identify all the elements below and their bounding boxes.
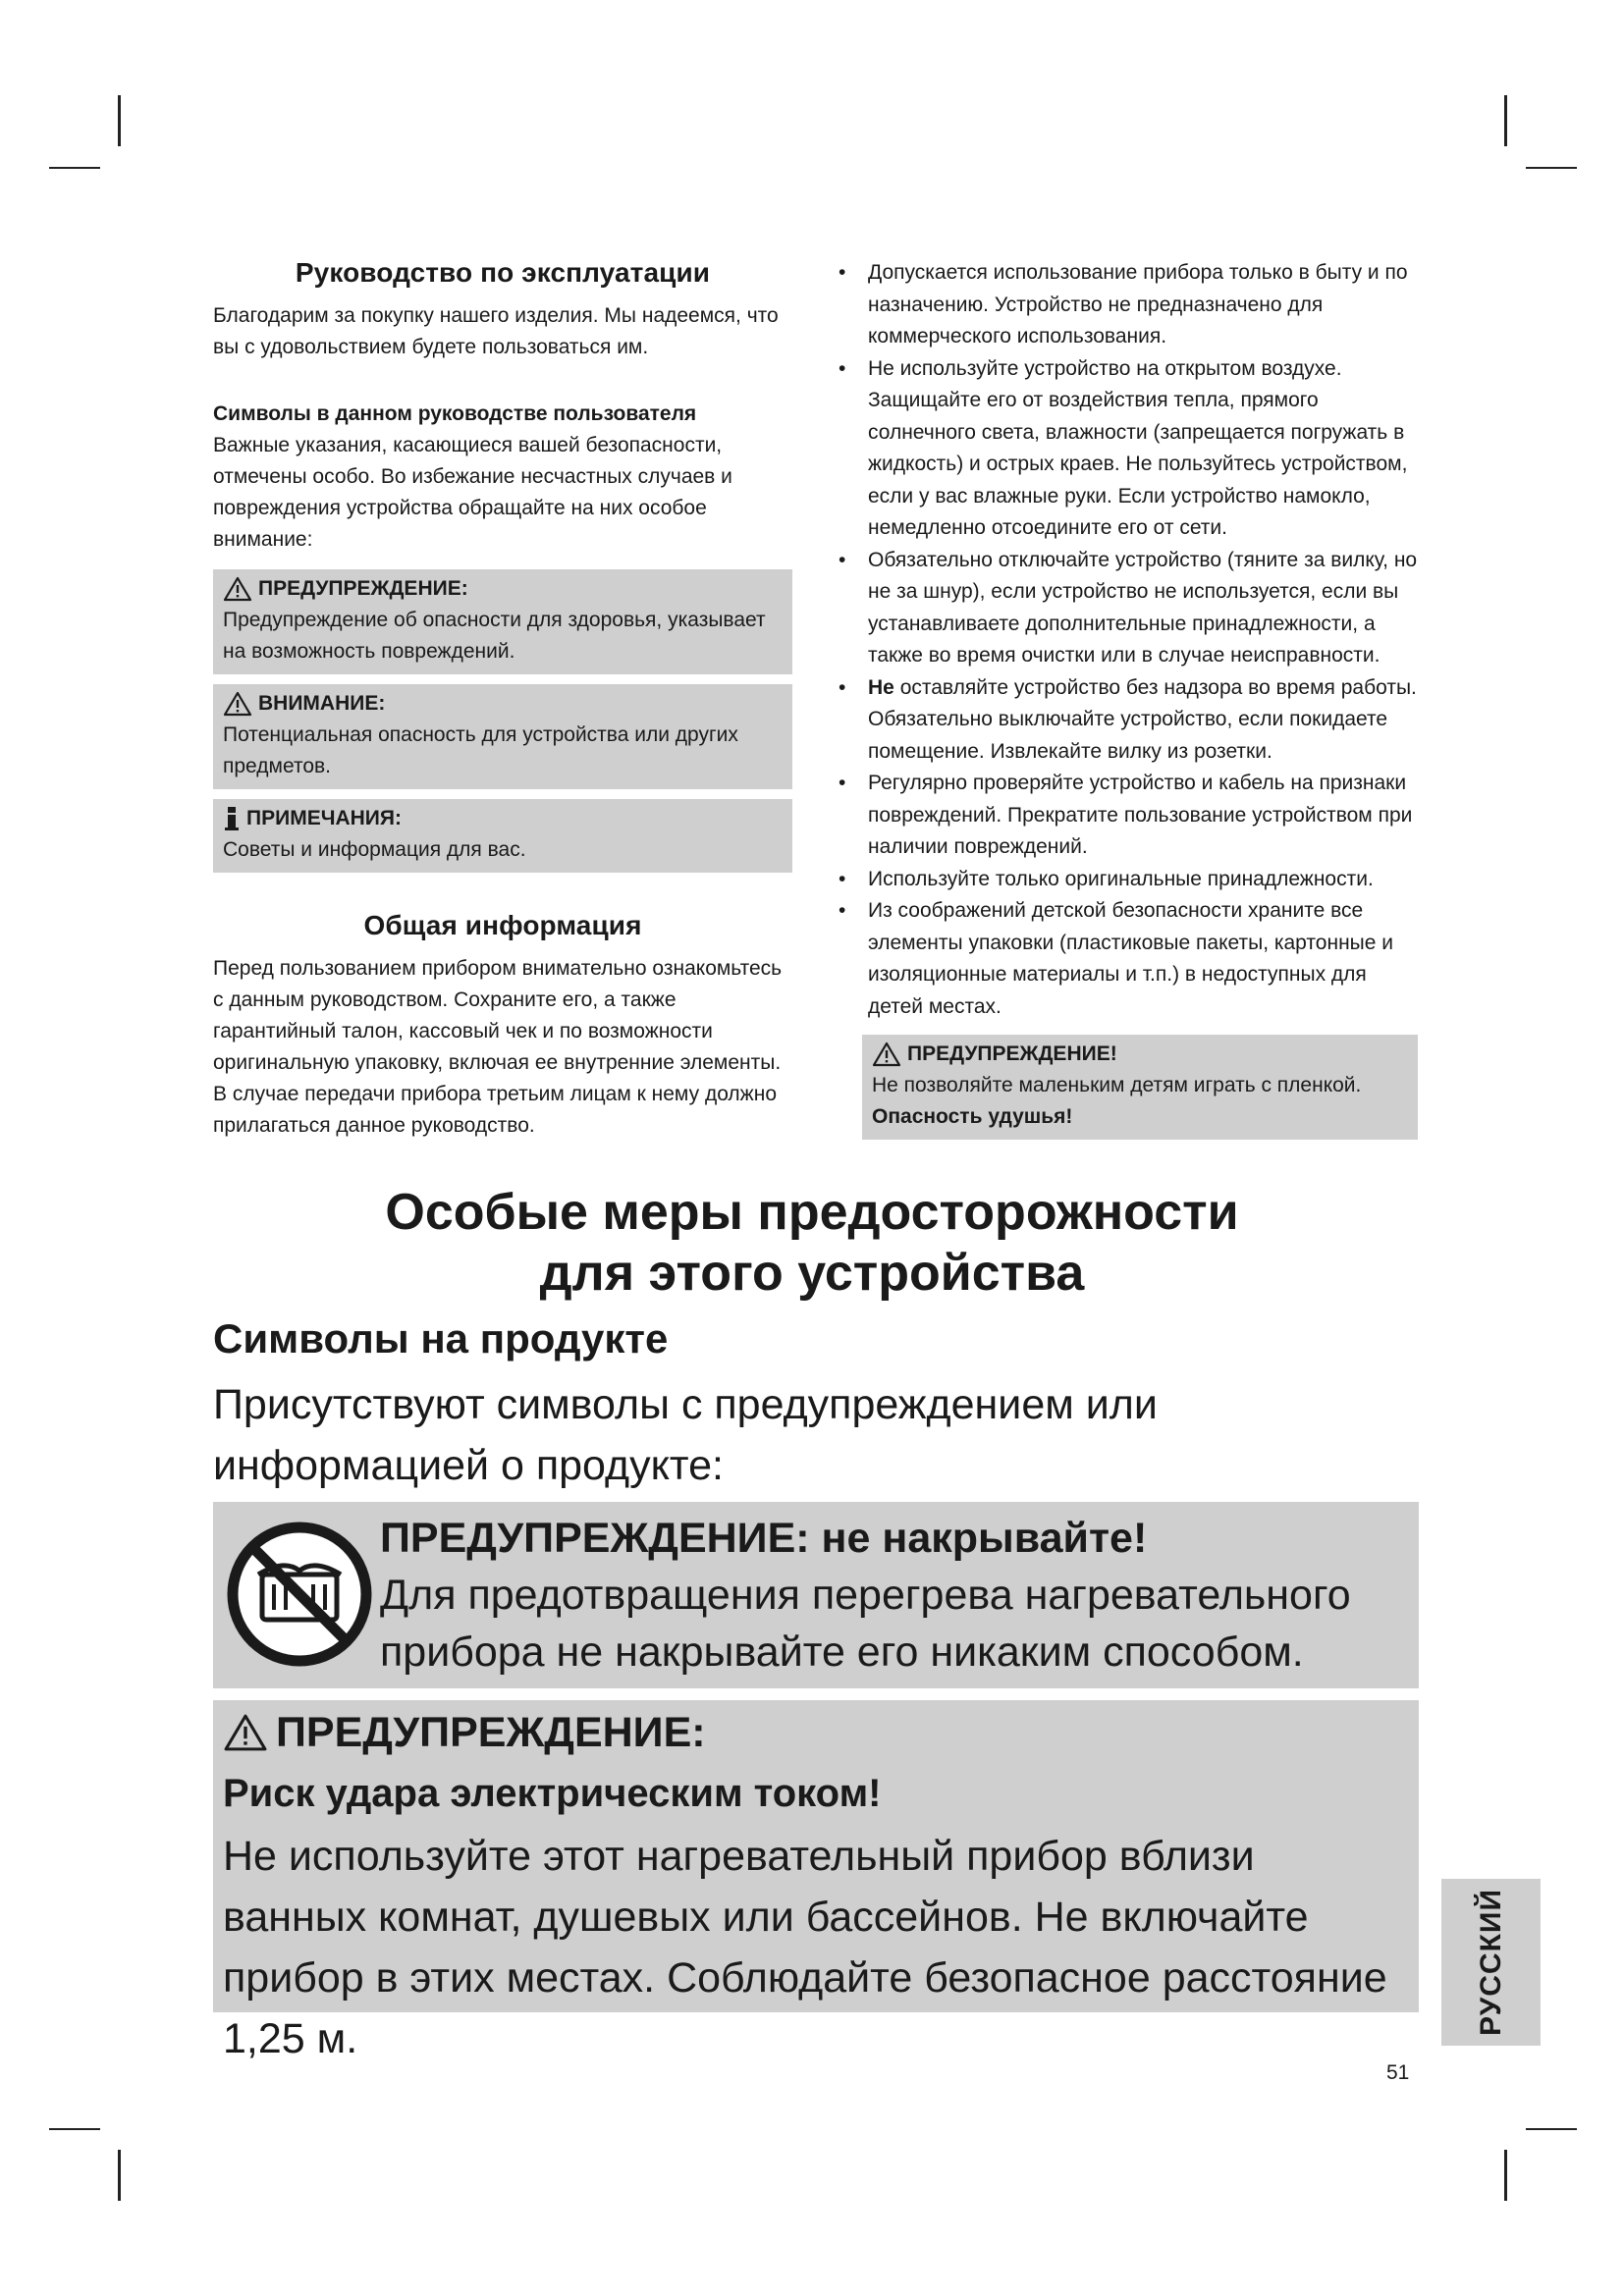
- list-item: • Не оставляйте устройство без надзора во время работы. Обязательно выключайте устройство, если покидаете помещение. Извлекайте вилку из розетки.: [839, 675, 1417, 763]
- crop-mark: [49, 167, 100, 169]
- special-title-line2: для этого устройства: [539, 1245, 1085, 1302]
- product-symbols-heading: Символы на продукте: [213, 1315, 669, 1362]
- list-item: • Не используйте устройство на открытом воздухе. Защищайте его от воздействия тепла, прямого солнечного света, влажности (запрещается погружать в жидкость) и острых краев. Не пользуйтесь устройством, если у вас влажные руки. Если устройство намокло, немедленно отсоедините его от сети.: [839, 356, 1408, 539]
- symbols-text: Важные указания, касающиеся вашей безопасности, отмечены особо. Во избежание несчастных случаев и повреждения устройства обращайте на них особое внимание:: [213, 434, 732, 551]
- shock-warning-text: Не используйте этот нагревательный прибор вблизи ванных комнат, душевых или бассейнов. Не включайте прибор в этих местах. Соблюдайте безопасное расстояние 1,25 м.: [223, 1833, 1387, 2062]
- crop-mark: [118, 95, 121, 146]
- left-column: [213, 257, 792, 1142]
- film-warning-box: [862, 1035, 1418, 1140]
- list-item: • Регулярно проверяйте устройство и кабель на признаки повреждений. Прекратите пользование устройством при наличии повреждений.: [839, 772, 1413, 858]
- safety-list: [833, 257, 1418, 1023]
- notes-box-title: ПРИМЕЧАНИЯ:: [246, 807, 402, 829]
- list-item: • Из соображений детской безопасности храните все элементы упаковки (пластиковые пакеты, картонные и изоляционные материалы и т.п.) в недоступных для детей местах.: [839, 899, 1393, 1018]
- warning-triangle-icon: [223, 1713, 268, 1752]
- warning-box-title: ПРЕДУПРЕЖДЕНИЕ:: [258, 577, 468, 600]
- list-item: • Допускается использование прибора только в быту и по назначению. Устройство не предназначено для коммерческого использования.: [839, 261, 1408, 347]
- warning-triangle-icon: [223, 576, 252, 602]
- caution-box-title: ВНИМАНИЕ:: [258, 692, 386, 715]
- symbols-heading: Символы в данном руководстве пользователя: [213, 402, 697, 425]
- do-not-cover-icon: [225, 1520, 374, 1669]
- manual-title: Руководство по эксплуатации: [295, 257, 711, 288]
- film-warning-text: Не позволяйте маленьким детям играть с пленкой.: [872, 1074, 1362, 1096]
- special-title: [0, 1182, 1624, 1304]
- special-title-line1: Особые меры предосторожности: [385, 1184, 1239, 1241]
- warning-triangle-icon: [872, 1041, 901, 1067]
- general-heading: Общая информация: [363, 910, 642, 940]
- crop-mark: [1504, 95, 1507, 146]
- thanks-text: Благодарим за покупку нашего изделия. Мы надеемся, что вы с удовольствием будете пользоваться им.: [213, 304, 779, 358]
- notes-box: [213, 799, 792, 873]
- crop-mark: [1504, 2150, 1507, 2201]
- caution-box: [213, 684, 792, 789]
- warning-triangle-icon: [223, 691, 252, 717]
- notes-box-text: Советы и информация для вас.: [223, 838, 526, 861]
- film-warning-title: ПРЕДУПРЕЖДЕНИЕ!: [907, 1042, 1117, 1065]
- cover-warning-box: [213, 1502, 1419, 1688]
- crop-mark: [1526, 2128, 1577, 2130]
- crop-mark: [118, 2150, 121, 2201]
- info-icon: [223, 806, 241, 831]
- warning-box-text: Предупреждение об опасности для здоровья, указывает на возможность повреждений.: [223, 609, 766, 663]
- list-item: • Обязательно отключайте устройство (тяните за вилку, но не за шнур), если устройство не используется, если вы устанавливаете дополнительные принадлежности, а также во время очистки или в случае неисправности.: [839, 548, 1418, 667]
- crop-mark: [49, 2128, 100, 2130]
- shock-warning-title: ПРЕДУПРЕЖДЕНИЕ:: [276, 1709, 706, 1756]
- language-tab: [1441, 1879, 1541, 2046]
- caution-box-text: Потенциальная опасность для устройства или других предметов.: [223, 723, 738, 777]
- film-warning-danger: Опасность удушья!: [872, 1105, 1073, 1128]
- list-item: • Используйте только оригинальные принадлежности.: [839, 867, 1374, 890]
- warning-box: [213, 569, 792, 674]
- shock-warning-box: [213, 1700, 1419, 2062]
- product-symbols-text: Присутствуют символы с предупреждением или информацией о продукте:: [213, 1381, 1158, 1489]
- cover-warning-text: Для предотвращения перегрева нагревательного прибора не накрывайте его никаким способом.: [380, 1572, 1351, 1676]
- general-text: Перед пользованием прибором внимательно ознакомьтесь с данным руководством. Сохраните его, а также гарантийный талон, кассовый чек и по возможности оригинальную упаковку, включая ее внутренние элементы. В случае передачи прибора третьим лицам к нему должно прилагаться данное руководство.: [213, 957, 783, 1137]
- page-number: 51: [1386, 2061, 1410, 2084]
- crop-mark: [1526, 167, 1577, 169]
- cover-warning-title: ПРЕДУПРЕЖДЕНИЕ: не накрывайте!: [380, 1515, 1148, 1562]
- shock-warning-risk: Риск удара электрическим током!: [223, 1772, 882, 1815]
- right-column: [833, 257, 1418, 1140]
- language-tab-label: РУССКИЙ: [1474, 1888, 1507, 2037]
